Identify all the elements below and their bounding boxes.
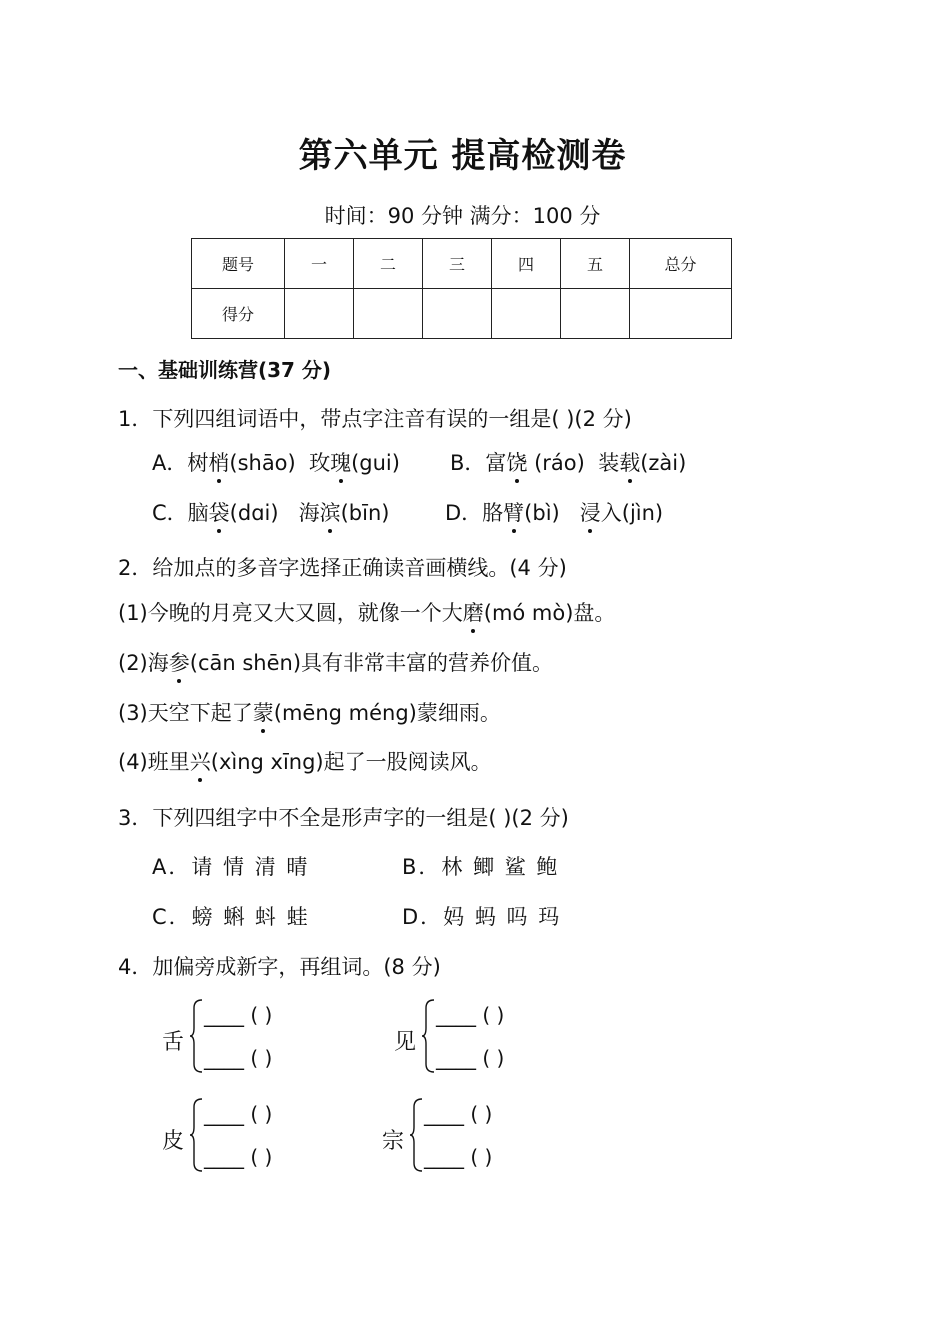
q3-option-b[interactable]: B．林 鲫 鲨 鲍 xyxy=(402,855,560,879)
q2-sentence-2 xyxy=(118,647,553,677)
answer-blank[interactable]: ____ ( ) xyxy=(424,1102,493,1126)
brace-icon xyxy=(410,1097,424,1173)
score-cell[interactable] xyxy=(561,289,630,339)
answer-blank[interactable]: ____ ( ) xyxy=(436,1003,505,1027)
answer-blank[interactable]: ____ ( ) xyxy=(424,1145,493,1169)
dotted-char: 滨 xyxy=(320,497,341,527)
score-cell[interactable] xyxy=(492,289,561,339)
q2-sentence-4 xyxy=(118,746,492,776)
answer-blank[interactable]: ____ ( ) xyxy=(204,1102,273,1126)
pinyin: (dɑi) xyxy=(229,501,279,525)
section-heading: 一、基础训练营(37 分) xyxy=(118,358,332,382)
answer-blank[interactable]: ____ ( ) xyxy=(436,1046,505,1070)
pinyin-choices[interactable]: (xìng xīng)起了一股阅读风。 xyxy=(210,750,492,774)
base-char: 舌 xyxy=(162,1030,185,1055)
score-cell[interactable] xyxy=(285,289,354,339)
q1-option-a[interactable] xyxy=(152,447,400,477)
brace-icon xyxy=(190,1097,204,1173)
dotted-char: 臂 xyxy=(503,497,524,527)
pinyin: (gui) xyxy=(351,451,400,475)
dotted-char: 袋 xyxy=(209,497,230,527)
brace-icon xyxy=(422,998,436,1074)
score-cell[interactable] xyxy=(354,289,423,339)
exam-time-score: 时间：90 分钟 满分：100 分 xyxy=(324,204,601,228)
answer-blank[interactable]: ____ ( ) xyxy=(204,1046,273,1070)
q3-option-c[interactable]: C．螃 蝌 蚪 蛙 xyxy=(152,905,310,929)
pinyin: (ráo) xyxy=(534,451,585,475)
option-label: B． xyxy=(450,451,486,475)
table-cell: 得分 xyxy=(192,289,285,339)
dotted-char: 载 xyxy=(619,447,640,477)
base-char: 皮 xyxy=(162,1129,185,1154)
word-part: 胳 xyxy=(482,501,504,525)
table-row xyxy=(192,289,732,339)
sentence-text: (2)海 xyxy=(118,651,169,675)
table-cell: 四 xyxy=(492,239,561,289)
dotted-char: 磨 xyxy=(463,597,484,627)
score-cell[interactable] xyxy=(630,289,732,339)
radical-group-jian xyxy=(394,998,594,1078)
option-label: D． xyxy=(445,501,483,525)
word-part: 海 xyxy=(298,501,320,525)
table-cell: 二 xyxy=(354,239,423,289)
answer-blank[interactable]: ____ ( ) xyxy=(204,1145,273,1169)
pinyin: (zài) xyxy=(640,451,687,475)
dotted-char: 参 xyxy=(169,647,190,677)
pinyin: (bīn) xyxy=(340,501,390,525)
q1-option-d[interactable] xyxy=(445,497,663,527)
table-cell: 题号 xyxy=(192,239,285,289)
table-cell: 五 xyxy=(561,239,630,289)
sentence-text: (4)班里 xyxy=(118,750,190,774)
pinyin: 入(jìn) xyxy=(600,501,664,525)
table-row xyxy=(192,239,732,289)
base-char: 宗 xyxy=(382,1129,405,1154)
option-label: A． xyxy=(152,451,188,475)
radical-group-she xyxy=(162,998,362,1078)
score-table xyxy=(191,238,732,339)
q3-option-d[interactable]: D．妈 蚂 吗 玛 xyxy=(402,905,562,929)
question-3-stem: 3．下列四组字中不全是形声字的一组是( )(2 分) xyxy=(118,806,569,830)
dotted-char: 兴 xyxy=(190,746,211,776)
table-cell: 总分 xyxy=(630,239,732,289)
pinyin: (shāo) xyxy=(229,451,296,475)
dotted-char: 蒙 xyxy=(253,697,274,727)
question-4-stem: 4．加偏旁成新字，再组词。(8 分) xyxy=(118,955,441,979)
option-label: C． xyxy=(152,501,188,525)
pinyin-choices[interactable]: (mēng méng)蒙细雨。 xyxy=(273,701,501,725)
pinyin-choices[interactable]: (cān shēn)具有非常丰富的营养价值。 xyxy=(189,651,554,675)
word-part: 富 xyxy=(485,451,507,475)
dotted-char: 瑰 xyxy=(330,447,351,477)
dotted-char: 梢 xyxy=(208,447,229,477)
pinyin-choices[interactable]: (mó mò)盘。 xyxy=(483,601,616,625)
radical-group-zong xyxy=(382,1097,582,1177)
q2-sentence-3 xyxy=(118,697,501,727)
q1-option-c[interactable] xyxy=(152,497,389,527)
page-title: 第六单元 提高检测卷 xyxy=(298,136,627,176)
q3-option-a[interactable]: A．请 情 清 晴 xyxy=(152,855,310,879)
dotted-char: 饶 xyxy=(506,447,527,477)
radical-group-pi xyxy=(162,1097,362,1177)
q2-sentence-1 xyxy=(118,597,615,627)
table-cell: 一 xyxy=(285,239,354,289)
score-cell[interactable] xyxy=(423,289,492,339)
pinyin: (bì) xyxy=(524,501,560,525)
dotted-char: 浸 xyxy=(580,497,601,527)
word-part: 装 xyxy=(598,451,620,475)
word-part: 树 xyxy=(187,451,209,475)
sentence-text: (1)今晚的月亮又大又圆，就像一个大 xyxy=(118,601,463,625)
word-part: 脑 xyxy=(187,501,209,525)
answer-blank[interactable]: ____ ( ) xyxy=(204,1003,273,1027)
table-cell: 三 xyxy=(423,239,492,289)
sentence-text: (3)天空下起了 xyxy=(118,701,253,725)
base-char: 见 xyxy=(394,1030,417,1055)
q1-option-b[interactable] xyxy=(450,447,686,477)
brace-icon xyxy=(190,998,204,1074)
question-1-stem: 1．下列四组词语中，带点字注音有误的一组是( )(2 分) xyxy=(118,407,632,431)
word-part: 玫 xyxy=(309,451,331,475)
question-2-stem: 2．给加点的多音字选择正确读音画横线。(4 分) xyxy=(118,556,567,580)
